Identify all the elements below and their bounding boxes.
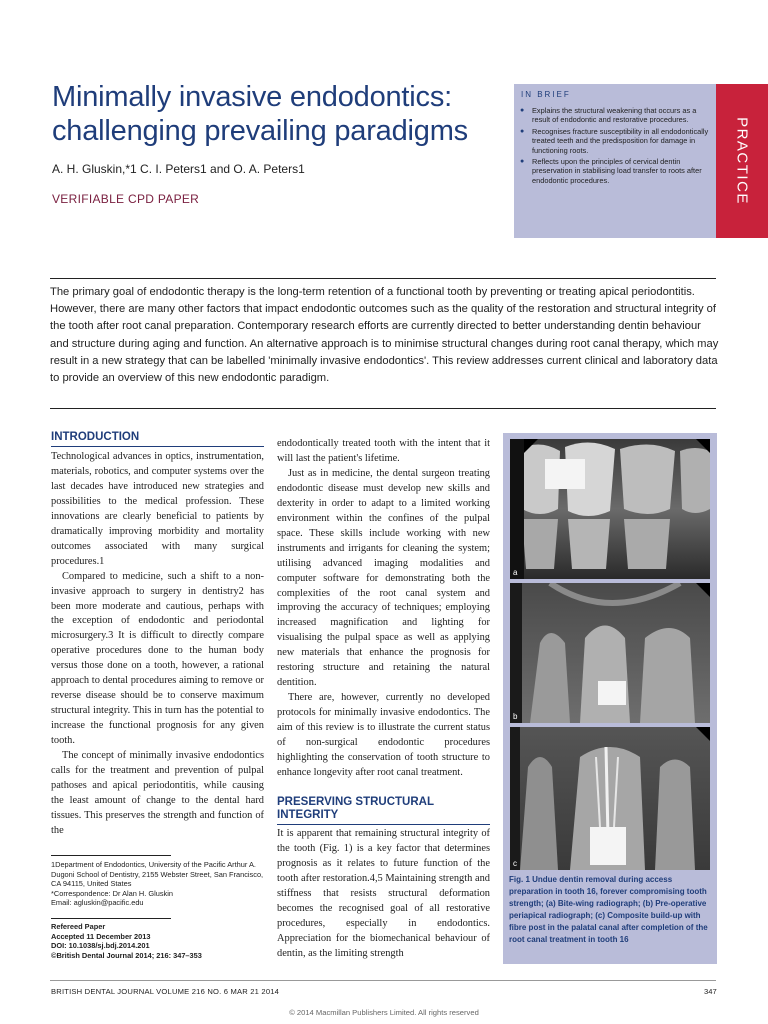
- journal-footer: BRITISH DENTAL JOURNAL VOLUME 216 NO. 6 MAR 21 2014: [51, 987, 280, 996]
- footer-rule: [50, 980, 716, 981]
- abstract-bottom-rule: [50, 408, 716, 409]
- article-title: Minimally invasive endodontics: challenging prevailing paradigms: [52, 81, 468, 147]
- author-list: A. H. Gluskin,*1 C. I. Peters1 and O. A. Peters1: [52, 162, 305, 176]
- introduction-heading-rule: [51, 446, 264, 447]
- panel-label-a: a: [513, 568, 518, 577]
- in-brief-item: ● Reflects upon the principles of cervical dentin preservation in stabilising load transfer to roots after endodontic procedures.: [520, 157, 710, 185]
- section-tab: [716, 84, 768, 238]
- radiograph-b-image: [510, 583, 710, 723]
- intro-paragraph: Compared to medicine, such a shift to a non-invasive approach to surgery in dentistry2 has been more moderate and cautious, perhaps with the exception of endodontic and periodontal microsurgery.3 It is difficult to directly compare operative procedures done to the human body versus those done on a tooth, however, a rational approach to dental procedures aiming to remove or reverse disease should be to conserve maximum structural integrity. This in turn has the potential to increase the functional prognosis for any given tooth.: [51, 570, 264, 747]
- radiograph-periapical: [510, 583, 710, 723]
- footnote-rule: [51, 855, 171, 856]
- radiograph-a-image: [510, 439, 710, 579]
- in-brief-item: ● Recognises fracture susceptibility in all endodontically treated teeth and the predisposition for damage in functioning roots.: [520, 127, 710, 155]
- body-column-2-continued: [277, 827, 490, 962]
- preserving-heading-rule: [277, 824, 490, 825]
- page-number: 347: [704, 987, 717, 996]
- cpd-label: VERIFIABLE CPD PAPER: [52, 192, 200, 206]
- introduction-heading: INTRODUCTION: [51, 431, 140, 443]
- in-brief-box: [514, 84, 716, 238]
- doi: DOI: 10.1038/sj.bdj.2014.201: [51, 941, 150, 951]
- figure-caption: Fig. 1 Undue dentin removal during access preparation in tooth 16, forever compromising tooth strength; (a) Bite-wing radiograph; (b) Pre-operative periapical radiograph; (c) Composite build-up with fibre post in the palatal canal after completion of the root canal treatment in tooth 16: [509, 875, 708, 944]
- panel-label-c: c: [513, 859, 517, 868]
- footnotes: [51, 860, 266, 908]
- intro-paragraph: Technological advances in optics, instrumentation, materials, robotics, and computer systems over the last decades have introduced new strategies and possibilities to the medical profession. These innovations are clearly beneficial to patients by dramatically improving morbidity and mortality outcomes associated with many surgical procedures.1: [51, 451, 264, 567]
- intro-paragraph: The concept of minimally invasive endodontics calls for the treatment and prevention of pulpal pathoses and apical periodontitis, while causing the least amount of change to the dental hard tissues. This preserves the strength and function of the: [51, 750, 264, 836]
- email: Email: agluskin@pacific.edu: [51, 898, 144, 908]
- radiograph-c-image: [510, 727, 710, 870]
- intro-paragraph: endodontically treated tooth with the intent that it will last the patient's lifetime.: [277, 438, 490, 464]
- abstract-top-rule: [50, 278, 716, 279]
- in-brief-list: [520, 106, 710, 187]
- accepted-date: Accepted 11 December 2013: [51, 931, 151, 941]
- intro-paragraph: There are, however, currently no developed protocols for minimally invasive endodontics. The aim of this review is to illustrate the current status of non-surgical endodontic procedures highlighting the conservation of tooth structure to enhance longevity after root canal treatment.: [277, 692, 490, 778]
- radiograph-post-treatment: [510, 727, 710, 870]
- figure-1: [503, 433, 717, 964]
- preserving-paragraph: It is apparent that remaining structural integrity of the tooth (Fig. 1) is a key factor that determines prognosis as it relates to future function of the tooth after restoration.4,5 Maintaining strength and stiffness that resists structural deformation becomes the recognised goal of all restorative procedures, especially in endodontics. Appreciation for the biomechanical behaviour of dentin, as the limiting strength: [277, 828, 490, 959]
- section-tab-label: PRACTICE: [733, 117, 751, 205]
- correspondence: *Correspondence: Dr Alan H. Gluskin: [51, 888, 174, 898]
- preserving-heading: PRESERVING STRUCTURAL INTEGRITY: [277, 796, 434, 821]
- refereed-info: [51, 922, 266, 960]
- in-brief-heading: IN BRIEF: [521, 90, 571, 99]
- affiliation: 1Department of Endodontics, University of the Pacific Arthur A. Dugoni School of Dentistry, 2155 Webster Street, San Francisco, CA 94115, United States: [51, 860, 264, 889]
- in-brief-item: ● Explains the structural weakening that occurs as a result of endodontic and restorative procedures.: [520, 106, 710, 125]
- body-column-1: [51, 450, 264, 839]
- refereed-rule: [51, 918, 171, 919]
- citation: ©British Dental Journal 2014; 216: 347–353: [51, 950, 202, 960]
- radiograph-bitewing: [510, 439, 710, 579]
- abstract: The primary goal of endodontic therapy is the long-term retention of a functional tooth by preventing or treating apical periodontitis. However, there are many other factors that impact endodontic outcomes such as the quality of the restoration and structural integrity of the tooth after root canal preparation. Contemporary research efforts are currently directed to better understanding dentin behaviour and structure during aging and function. An alternative approach is to minimise structural changes during root canal therapy, which may result in a new strategy that can be labelled 'minimally invasive endodontics'. This review addresses current clinical and laboratory data to provide an overview of this new endodontic paradigm.: [50, 286, 719, 385]
- intro-paragraph: Just as in medicine, the dental surgeon treating endodontic disease must develop new skills and dexterity in order to adapt to a limited working environment within the confines of the pulpal space. These skills include working with new instruments and irrigants for cleaning the system; utilising advanced imaging modalities and computer software for demonstrating both the complexities of the root canal system and improving the accuracy of techniques; employing increased magnification and lighting for visualising the pulpal space as well as applying new materials that enhance the prognosis for restoring structure and retaining the natural dentition.: [277, 467, 490, 689]
- panel-label-b: b: [513, 712, 518, 721]
- copyright: © 2014 Macmillan Publishers Limited. All rights reserved: [289, 1008, 479, 1017]
- refereed-label: Refereed Paper: [51, 922, 106, 931]
- body-column-2: [277, 437, 490, 781]
